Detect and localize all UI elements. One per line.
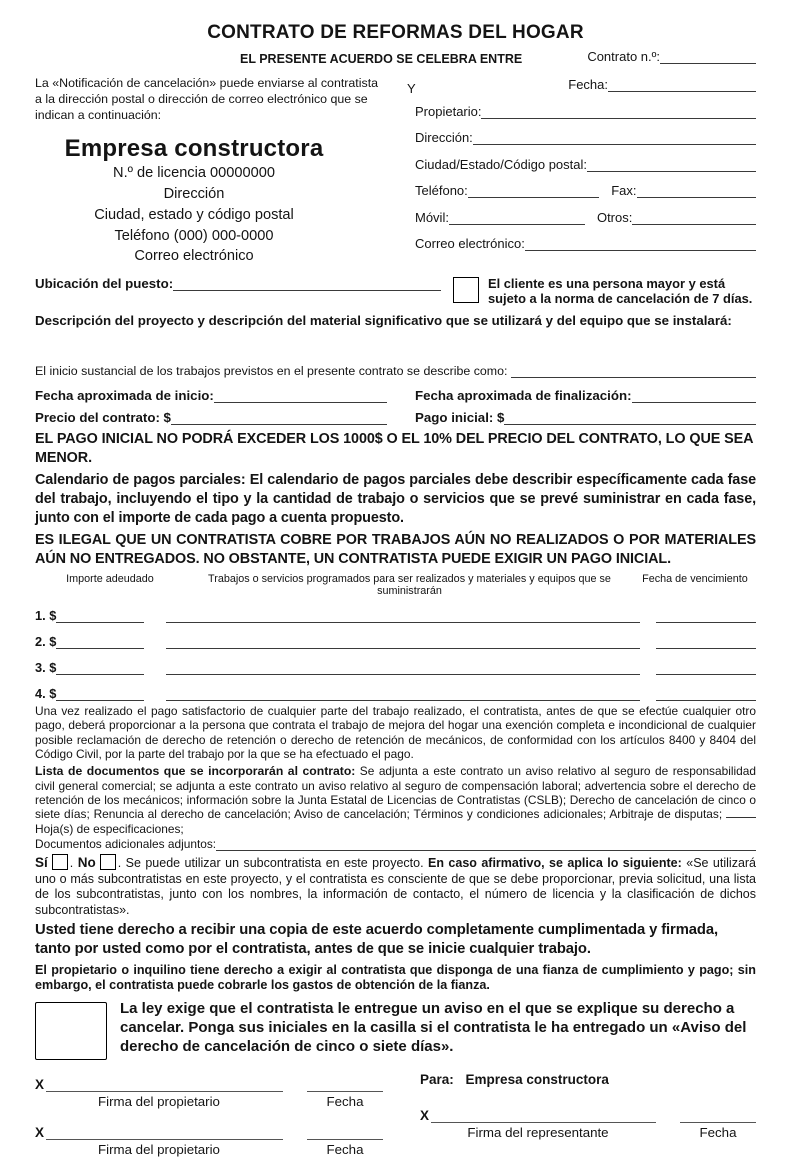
initials-section: [35, 999, 756, 1060]
others-field[interactable]: [632, 211, 756, 225]
for-label: Para:: [420, 1071, 454, 1087]
contractor-city-state-zip: Ciudad, estado y código postal: [94, 206, 294, 223]
senior-client-checkbox[interactable]: [453, 277, 479, 303]
start-date-label: Fecha aproximada de inicio:: [35, 388, 214, 404]
subtitle-row: [35, 49, 756, 69]
substantial-start-label: El inicio sustancial de los trabajos previstos en el presente contrato se describe como:: [35, 364, 508, 379]
down-payment-label: Pago inicial: $: [415, 410, 505, 426]
job-location-field[interactable]: [173, 276, 441, 291]
contractor-name: Empresa constructora: [64, 135, 324, 163]
work-field[interactable]: [166, 687, 640, 701]
payment-row-number: 2. $: [35, 634, 57, 650]
signature-date-label: Fecha: [326, 1093, 364, 1109]
contract-number-label: Contrato n.º:: [587, 49, 660, 64]
documents-lead: Lista de documentos que se incorporarán al contrato:: [35, 764, 356, 779]
lien-release-paragraph: Una vez realizado el pago satisfactorio de cualquier parte del trabajo realizado, el contratista, antes de que se efectúe cualquier otro pago, deberá proporcionar a la persona que contrata el trabajo de mejora del hogar una exención completa e incondicional de cualquier posible reclamación de derecho de retención o derecho de retención de mecánicos, de conformidad con los artículos 8400 y 8404 del Código Civil, por la parte del trabajo por la que se ha efectuado el pago.: [35, 704, 756, 761]
payment-row-number: 3. $: [35, 660, 57, 676]
owner-signature-date-line[interactable]: [307, 1126, 383, 1140]
cancellation-note: La «Notificación de cancelación» puede enviarse al contratista a la dirección postal o dirección de correo electrónico que se indican a continuación:: [35, 76, 379, 123]
due-date-field[interactable]: [656, 609, 756, 623]
fax-field[interactable]: [637, 184, 757, 198]
schedule-notice-rest: El calendario de pagos parciales debe describir específicamente cada fase del trabajo, incluyendo el tipo y la cantidad de trabajo o servicios que se prevé suministrar en cada fase, junto con el importe de cada pago a cuenta propuesto.: [35, 471, 757, 527]
fax-label: Fax:: [611, 183, 637, 198]
date-field[interactable]: [608, 78, 756, 92]
subcontractor-paragraph: [35, 854, 756, 918]
period: .: [69, 855, 74, 870]
payment-row-1: [35, 597, 756, 623]
owner-address-label: Dirección:: [415, 130, 473, 145]
price-row: [35, 410, 756, 425]
phone-label: Teléfono:: [415, 183, 468, 198]
owner-signature-label: Firma del propietario: [98, 1141, 220, 1157]
owner-signature-label: Firma del propietario: [98, 1093, 220, 1109]
project-description-label: Descripción del proyecto y descripción del material significativo que se utilizará y del equipo que se instalará:: [35, 313, 732, 329]
representative-signature-label: Firma del representante: [467, 1124, 609, 1140]
owner-email-label: Correo electrónico:: [415, 236, 525, 251]
owner-address-row: [415, 130, 756, 145]
owner-city-field[interactable]: [587, 158, 756, 172]
schedule-notice: [35, 471, 756, 529]
period: .: [117, 855, 122, 870]
down-payment-group: [415, 410, 756, 425]
page-title: CONTRATO DE REFORMAS DEL HOGAR: [207, 22, 584, 43]
x-mark: X: [35, 1124, 45, 1140]
work-field[interactable]: [166, 661, 640, 675]
start-date-field[interactable]: [214, 389, 387, 403]
down-payment-cap-notice: EL PAGO INICIAL NO PODRÁ EXCEDER LOS 1000$ O EL 10% DEL PRECIO DEL CONTRATO, LO QUE SEA MENOR.: [35, 431, 753, 467]
due-date-field[interactable]: [656, 661, 756, 675]
phone-fax-row: [415, 183, 756, 198]
owner-column: [393, 75, 756, 267]
contractor-column: [35, 75, 393, 267]
end-date-group: [415, 388, 756, 403]
subcontractor-yes-checkbox[interactable]: [52, 854, 68, 870]
down-payment-field[interactable]: [504, 411, 756, 425]
signatures-section: [35, 1072, 756, 1168]
payment-row-number: 1. $: [35, 608, 57, 624]
job-location-row: [35, 276, 756, 306]
owner-label: Propietario:: [415, 103, 482, 119]
due-date-field[interactable]: [656, 687, 756, 701]
representative-signature-line[interactable]: [431, 1109, 656, 1123]
work-field[interactable]: [166, 635, 640, 649]
job-location-label: Ubicación del puesto:: [35, 275, 174, 291]
contractor-phone: Teléfono (000) 000-0000: [114, 227, 274, 244]
contractor-block: [35, 135, 393, 267]
representative-signature-date-line[interactable]: [680, 1109, 756, 1123]
end-date-label: Fecha aproximada de finalización:: [415, 388, 632, 404]
contractor-address: Dirección: [163, 186, 225, 203]
representative-signature: [420, 1103, 756, 1140]
amount-field[interactable]: [56, 661, 144, 675]
additional-docs-field[interactable]: [216, 839, 756, 851]
x-mark: X: [35, 1076, 45, 1092]
contract-number-row: [587, 49, 756, 64]
documents-paragraph: [35, 764, 756, 836]
schedule-notice-lead: Calendario de pagos parciales:: [35, 471, 246, 488]
date-row: [415, 77, 756, 92]
owner-signature-date-line[interactable]: [307, 1078, 383, 1092]
contractor-signature-column: [383, 1072, 756, 1168]
owner-email-row: [415, 236, 756, 251]
owner-field[interactable]: [481, 105, 756, 119]
contract-price-group: [35, 410, 387, 425]
amount-field[interactable]: [56, 635, 144, 649]
additional-docs-label: Documentos adicionales adjuntos:: [35, 836, 217, 851]
no-label: No: [77, 854, 96, 870]
signature-date-label: Fecha: [326, 1141, 364, 1157]
payment-row-4: [35, 675, 756, 701]
col-due-header: Fecha de vencimiento: [642, 573, 748, 586]
additional-docs-row: [35, 837, 756, 851]
affirmative-rest: «Se utilizará uno o más subcontratistas en este proyecto, y el contratista es consciente de que se debe proporcionar, previa solicitud, una lista de los subcontratistas, junto con los nombres, la información de contacto, el número de licencia y la clasificación de dichos subcontratistas».: [35, 855, 757, 917]
phone-field[interactable]: [468, 184, 599, 198]
date-label: Fecha:: [568, 77, 608, 92]
amount-field[interactable]: [56, 609, 144, 623]
affirmative-lead: En caso afirmativo, se aplica lo siguiente:: [428, 855, 682, 870]
senior-client-note: El cliente es una persona mayor y está sujeto a la norma de cancelación de 7 días.: [488, 275, 753, 307]
contractor-license: N.º de licencia 00000000: [113, 165, 275, 182]
mobile-label: Móvil:: [415, 209, 449, 225]
payment-row-number: 4. $: [35, 686, 57, 702]
mobile-others-row: [415, 210, 756, 225]
owner-address-field[interactable]: [473, 131, 756, 145]
spec-sheets-count-field[interactable]: [726, 807, 756, 818]
parties-section: [35, 75, 756, 267]
end-date-field[interactable]: [632, 389, 756, 403]
owner-email-field[interactable]: [525, 237, 756, 251]
for-company-name: Empresa constructora: [465, 1071, 609, 1087]
start-date-group: [35, 388, 387, 403]
x-mark: X: [420, 1107, 430, 1123]
owner-signature-line[interactable]: [46, 1078, 283, 1092]
illegal-charge-notice: ES ILEGAL QUE UN CONTRATISTA COBRE POR TRABAJOS AÚN NO REALIZADOS O POR MATERIALES AÚN NO ENTREGADOS. NO OBSTANTE, UN CONTRATISTA PUEDE EXIGIR UN PAGO INICIAL.: [35, 531, 756, 567]
mobile-field[interactable]: [449, 211, 585, 225]
contract-price-label: Precio del contrato: $: [35, 410, 171, 426]
others-label: Otros:: [596, 209, 633, 225]
yes-label: Sí: [35, 854, 48, 870]
owner-signatures-column: [35, 1072, 383, 1168]
owner-city-label: Ciudad/Estado/Código postal:: [415, 156, 588, 172]
owner-city-row: [415, 157, 756, 172]
for-company-row: [420, 1072, 756, 1103]
and-word: Y: [407, 81, 416, 96]
subtitle: EL PRESENTE ACUERDO SE CELEBRA ENTRE: [240, 52, 523, 66]
initials-box[interactable]: [35, 1002, 107, 1060]
payment-table-header: [35, 573, 756, 597]
documents-tail: Hoja(s) de especificaciones;: [35, 821, 184, 836]
contractor-email: Correo electrónico: [134, 248, 254, 265]
contract-number-field[interactable]: [660, 50, 756, 64]
initials-notice: La ley exige que el contratista le entregue un aviso en el que se explique su derecho a cancelar. Ponga sus iniciales en la casilla si el contratista le ha entregado un «Aviso del derecho de cancelación de cinco o siete días».: [120, 999, 747, 1055]
owner-row: [415, 104, 756, 119]
signature-date-label: Fecha: [699, 1124, 737, 1140]
owner-signature-2: [35, 1120, 383, 1157]
col-work-header: Trabajos o servicios programados para ser realizados y materiales y equipos que se suministrarán: [208, 573, 611, 598]
owner-signature-1: [35, 1072, 383, 1109]
due-date-field[interactable]: [656, 635, 756, 649]
payment-row-3: [35, 649, 756, 675]
substantial-start-row: [35, 364, 756, 378]
col-amount-header: Importe adeudado: [66, 573, 154, 586]
amount-field[interactable]: [56, 687, 144, 701]
dates-row: [35, 388, 756, 403]
substantial-start-field[interactable]: [511, 364, 756, 378]
subcontractor-no-checkbox[interactable]: [100, 854, 116, 870]
bond-notice: El propietario o inquilino tiene derecho a exigir al contratista que disponga de una fianza de cumplimiento y pago; sin embargo, el contratista puede cobrarle los gastos de obtención de la fianza.: [35, 962, 756, 992]
subcontractor-statement: Se puede utilizar un subcontratista en este proyecto.: [121, 855, 428, 870]
contract-price-field[interactable]: [171, 411, 387, 425]
project-description-field[interactable]: [35, 330, 756, 364]
owner-signature-line[interactable]: [46, 1126, 283, 1140]
documents-rest: Se adjunta a este contrato un aviso relativo al seguro de responsabilidad civil general comercial; se adjunta a este contrato un aviso relativo al seguro de compensación laboral; advertencia sobre el derecho de retención de los mecánicos; información sobre la Junta Estatal de Licencias de Contratistas (CSLB); Derecho de cancelación de cinco o siete días; Renuncia al derecho de cancelación; Aviso de cancelación; Términos y condiciones adicionales; Arbitraje de disputas;: [35, 764, 756, 822]
payment-row-2: [35, 623, 756, 649]
work-field[interactable]: [166, 609, 640, 623]
copy-right-notice: Usted tiene derecho a recibir una copia de este acuerdo completamente cumplimentada y firmada, tanto por usted como por el contratista, antes de que se inicie cualquier trabajo.: [35, 922, 718, 958]
